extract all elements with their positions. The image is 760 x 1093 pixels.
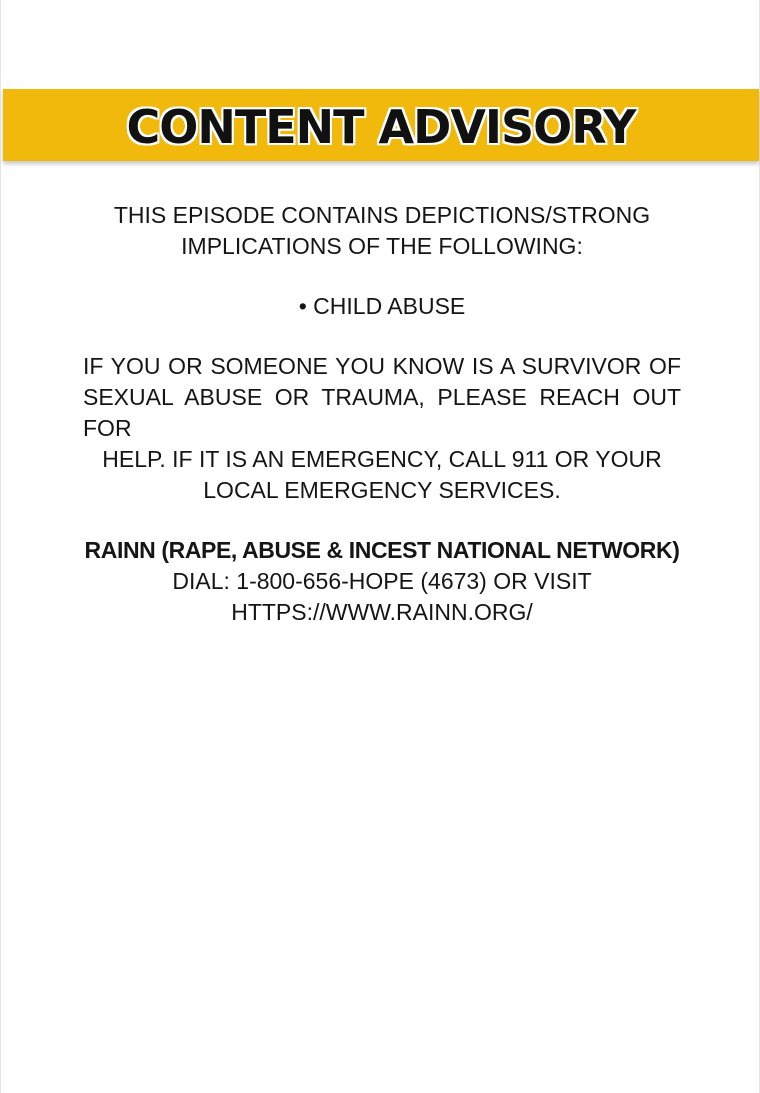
rainn-info [83,535,681,628]
help-line-4: LOCAL EMERGENCY SERVICES. [203,477,561,503]
warning-item: • CHILD ABUSE [298,293,466,319]
help-line-2: SEXUAL ABUSE OR TRAUMA, PLEASE REACH OUT FOR [83,384,681,441]
help-line-3: HELP. IF IT IS AN EMERGENCY, CALL 911 OR YOUR [102,446,662,472]
help-line-1: IF YOU OR SOMEONE YOU KNOW IS A SURVIVOR OF [83,353,681,379]
rainn-url: HTTPS://WWW.RAINN.ORG/ [231,599,533,625]
warning-list [83,291,681,322]
advisory-content [83,200,681,628]
intro-text [83,200,681,262]
banner-title: CONTENT ADVISORY [126,100,636,154]
rainn-dial: DIAL: 1-800-656-HOPE (4673) OR VISIT [172,568,592,594]
intro-line-1: THIS EPISODE CONTAINS DEPICTIONS/STRONG [113,202,651,228]
advisory-banner [3,89,759,161]
rainn-title: RAINN (RAPE, ABUSE & INCEST NATIONAL NETWORK) [84,537,680,563]
help-text [83,351,681,506]
intro-line-2: IMPLICATIONS OF THE FOLLOWING: [181,233,583,259]
